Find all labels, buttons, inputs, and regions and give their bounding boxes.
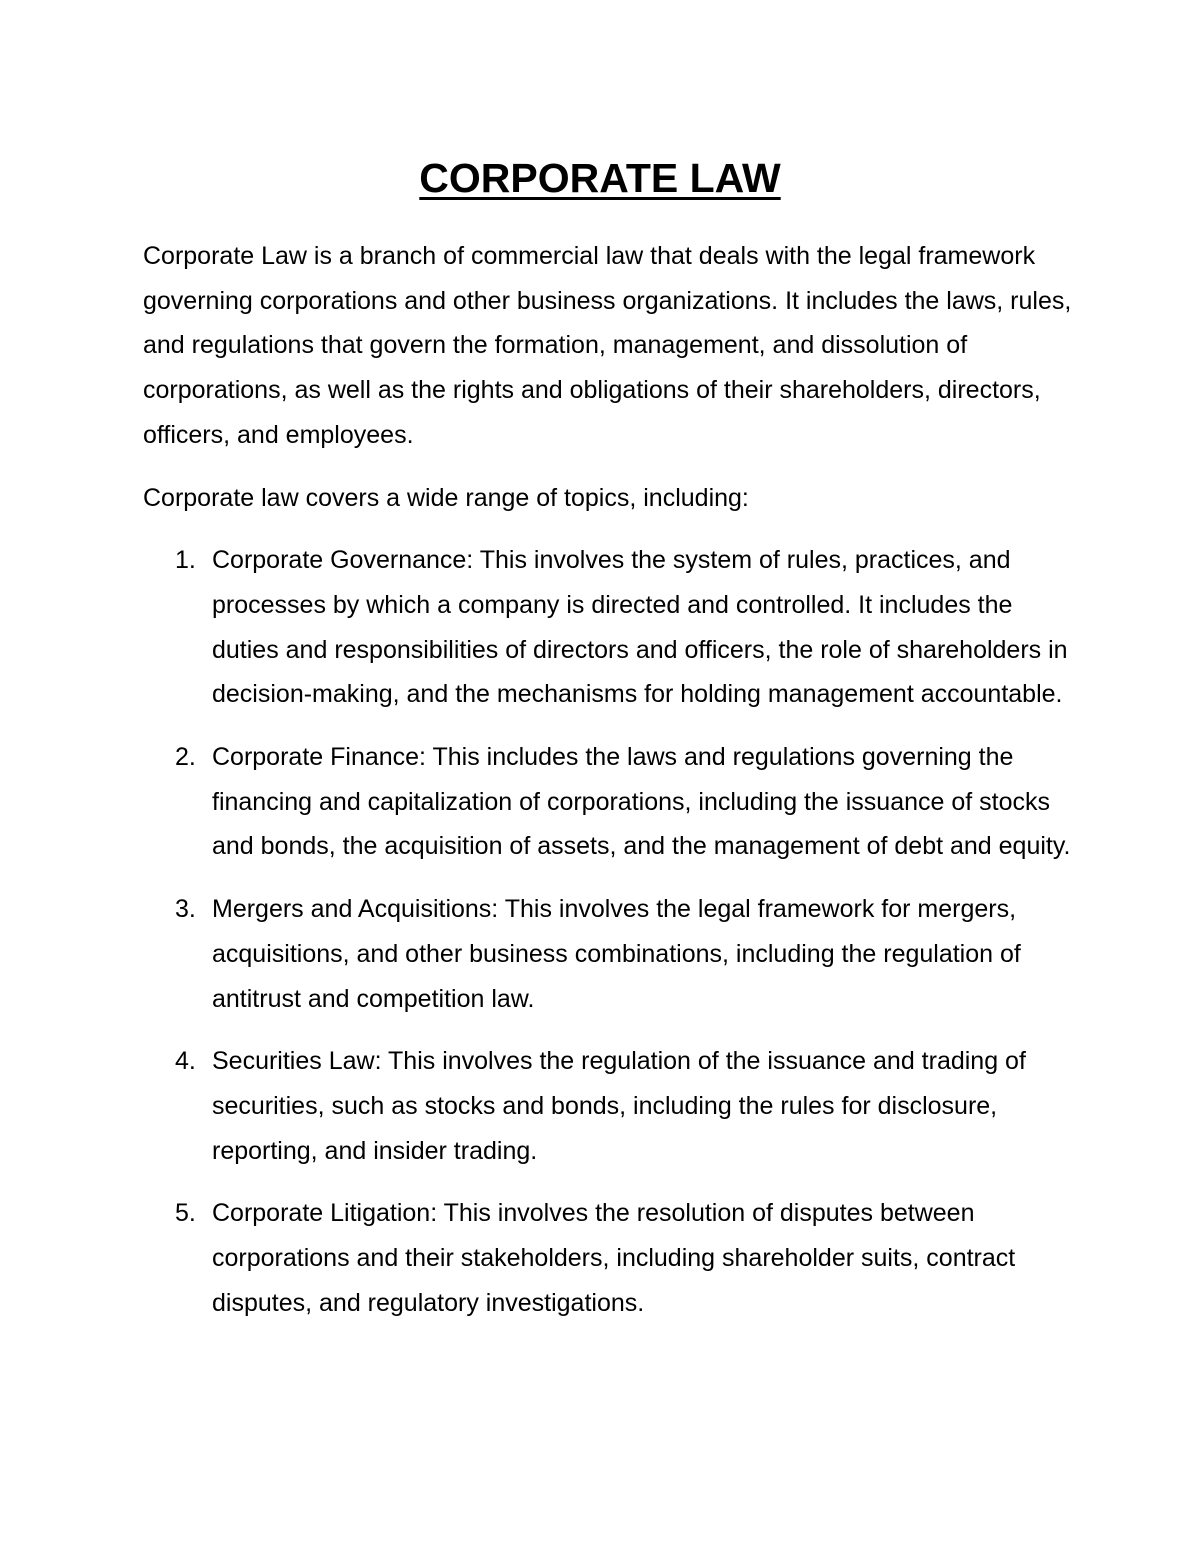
- lead-paragraph: Corporate law covers a wide range of topics, including:: [143, 483, 749, 512]
- list-item-number: 4.: [175, 1047, 196, 1076]
- list-item-number: 2.: [175, 743, 196, 772]
- list-item-number: 1.: [175, 546, 196, 575]
- intro-paragraph: Corporate Law is a branch of commercial law that deals with the legal framework governing corporations and other business organizations. It includes the laws, rules, and regulations that govern the formation, management, and dissolution of corporations, as well as the rights and obligations of their shareholders, directors, officers, and employees.: [143, 242, 1072, 449]
- document-title: CORPORATE LAW: [419, 155, 781, 201]
- list-item: [143, 735, 1083, 869]
- list-item: [143, 887, 1083, 1021]
- topics-list: [143, 538, 1083, 1325]
- list-item-text: Securities Law: This involves the regulation of the issuance and trading of securities, such as stocks and bonds, including the rules for disclosure, reporting, and insider trading.: [212, 1047, 1026, 1165]
- list-item-text: Corporate Finance: This includes the laws and regulations governing the financing and capitalization of corporations, including the issuance of stocks and bonds, the acquisition of assets, and the management of debt and equity.: [212, 743, 1071, 861]
- list-item: [143, 1039, 1083, 1173]
- list-item: [143, 538, 1083, 717]
- list-item-text: Corporate Governance: This involves the system of rules, practices, and processes by which a company is directed and controlled. It includes the duties and responsibilities of directors and officers, the role of shareholders in decision-making, and the mechanisms for holding management accountable.: [212, 546, 1068, 709]
- list-item-text: Corporate Litigation: This involves the resolution of disputes between corporations and their stakeholders, including shareholder suits, contract disputes, and regulatory investigations.: [212, 1199, 1016, 1317]
- document-body: [143, 234, 1083, 1343]
- list-item-number: 5.: [175, 1199, 196, 1228]
- list-item-text: Mergers and Acquisitions: This involves the legal framework for mergers, acquisitions, and other business combinations, including the regulation of antitrust and competition law.: [212, 895, 1021, 1013]
- list-item: [143, 1191, 1083, 1325]
- list-item-number: 3.: [175, 895, 196, 924]
